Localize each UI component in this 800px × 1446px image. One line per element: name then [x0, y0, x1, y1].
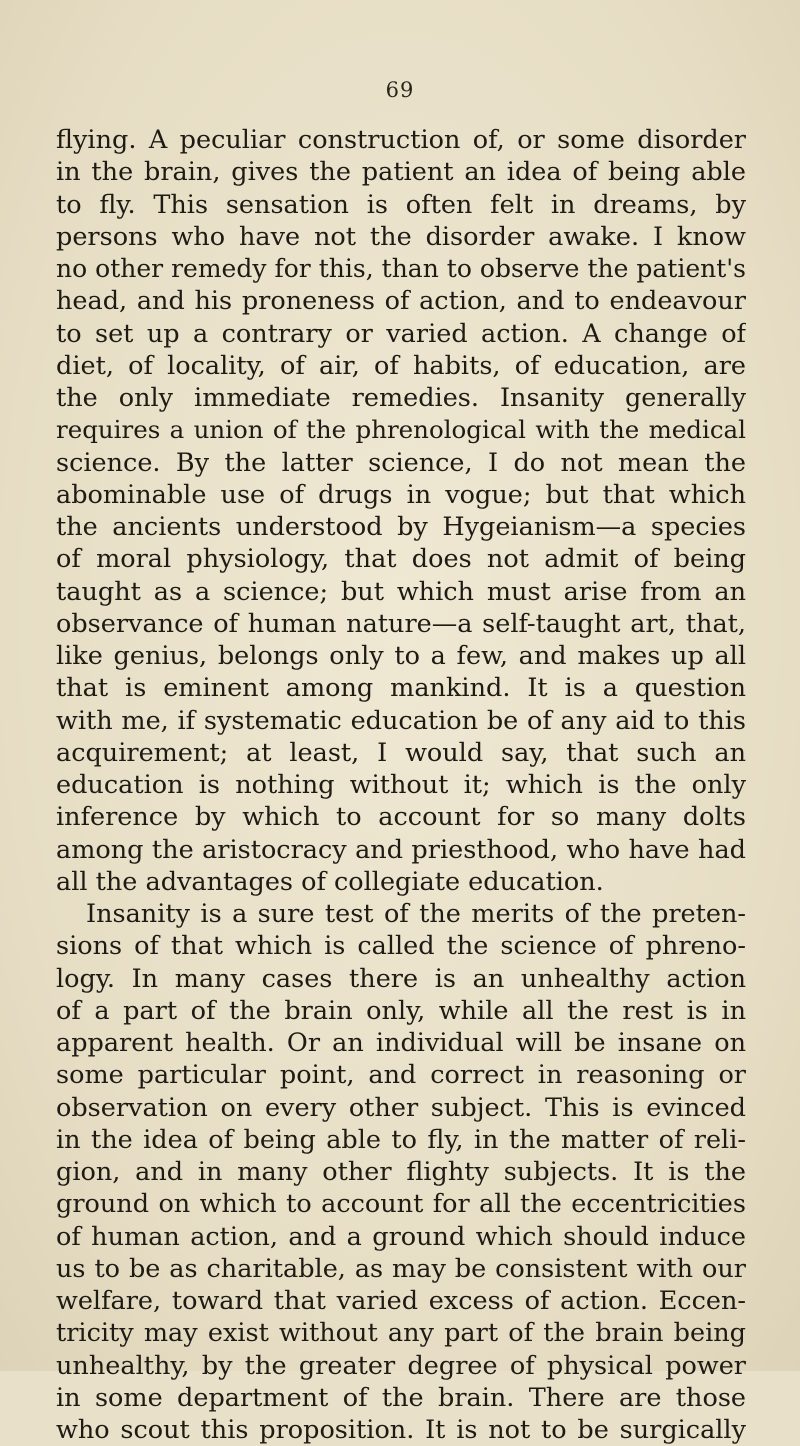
- text-line: unhealthy, by the greater degree of physical power: [56, 1350, 746, 1381]
- text-line: like genius, belongs only to a few, and makes up all: [56, 641, 746, 671]
- text-line: observance of human nature—a self-taught art, that,: [56, 608, 746, 639]
- text-line: of moral physiology, that does not admit of being: [56, 544, 746, 575]
- text-line: who scout this proposition. It is not to be surgically: [56, 1415, 746, 1445]
- text-line: in the idea of being able to fly, in the matter of reli-: [56, 1124, 746, 1155]
- text-line: with me, if systematic education be of any aid to this: [56, 705, 746, 736]
- page-number: 69: [385, 78, 415, 102]
- text-line: no other remedy for this, than to observe the patient's: [56, 254, 746, 283]
- body-text: [56, 124, 746, 1446]
- text-line: science. By the latter science, I do not mean the: [56, 447, 746, 478]
- text-line: to set up a contrary or varied action. A change of: [56, 318, 746, 349]
- text-line: persons who have not the disorder awake. I know: [56, 221, 746, 252]
- text-line: ground on which to account for all the eccentricities: [56, 1189, 746, 1220]
- text-line: us to be as charitable, as may be consistent with our: [56, 1253, 746, 1284]
- text-line: of human action, and a ground which should induce: [56, 1221, 746, 1252]
- text-line: head, and his proneness of action, and to endeavour: [56, 286, 746, 317]
- text-line: among the aristocracy and priesthood, who have had: [56, 834, 746, 865]
- text-line: flying. A peculiar construction of, or some disorder: [56, 125, 746, 155]
- text-line: abominable use of drugs in vogue; but that which: [56, 479, 746, 510]
- text-line: of a part of the brain only, while all the rest is in: [56, 995, 746, 1026]
- text-line: in the brain, gives the patient an idea of being able: [56, 157, 746, 188]
- text-line: that is eminent among mankind. It is a question: [56, 673, 746, 704]
- text-line: in some department of the brain. There are those: [56, 1382, 746, 1413]
- text-line: education is nothing without it; which is the only: [56, 770, 746, 800]
- text-line: taught as a science; but which must arise from an: [56, 576, 746, 607]
- text-line: sions of that which is called the science of phreno-: [56, 931, 746, 962]
- text-line: all the advantages of collegiate education.: [56, 866, 604, 897]
- text-line: tricity may exist without any part of the brain being: [56, 1318, 746, 1349]
- text-line: requires a union of the phrenological with the medical: [56, 415, 746, 445]
- text-line: observation on every other subject. This is evinced: [56, 1092, 746, 1123]
- text-line: logy. In many cases there is an unhealthy action: [56, 963, 746, 994]
- text-line: inference by which to account for so many dolts: [56, 802, 746, 833]
- text-line: gion, and in many other flighty subjects. It is the: [56, 1157, 746, 1187]
- text-line: the only immediate remedies. Insanity generally: [56, 383, 746, 413]
- text-line: diet, of locality, of air, of habits, of education, are: [56, 350, 746, 381]
- text-line: welfare, toward that varied excess of action. Eccen-: [56, 1286, 746, 1316]
- text-line: Insanity is a sure test of the merits of the preten-: [86, 899, 746, 929]
- text-line: the ancients understood by Hygeianism—a species: [56, 512, 746, 542]
- text-line: acquirement; at least, I would say, that such an: [56, 737, 746, 768]
- text-line: apparent health. Or an individual will be insane on: [56, 1028, 746, 1058]
- text-line: to fly. This sensation is often felt in dreams, by: [56, 189, 746, 220]
- text-line: some particular point, and correct in reasoning or: [56, 1060, 746, 1091]
